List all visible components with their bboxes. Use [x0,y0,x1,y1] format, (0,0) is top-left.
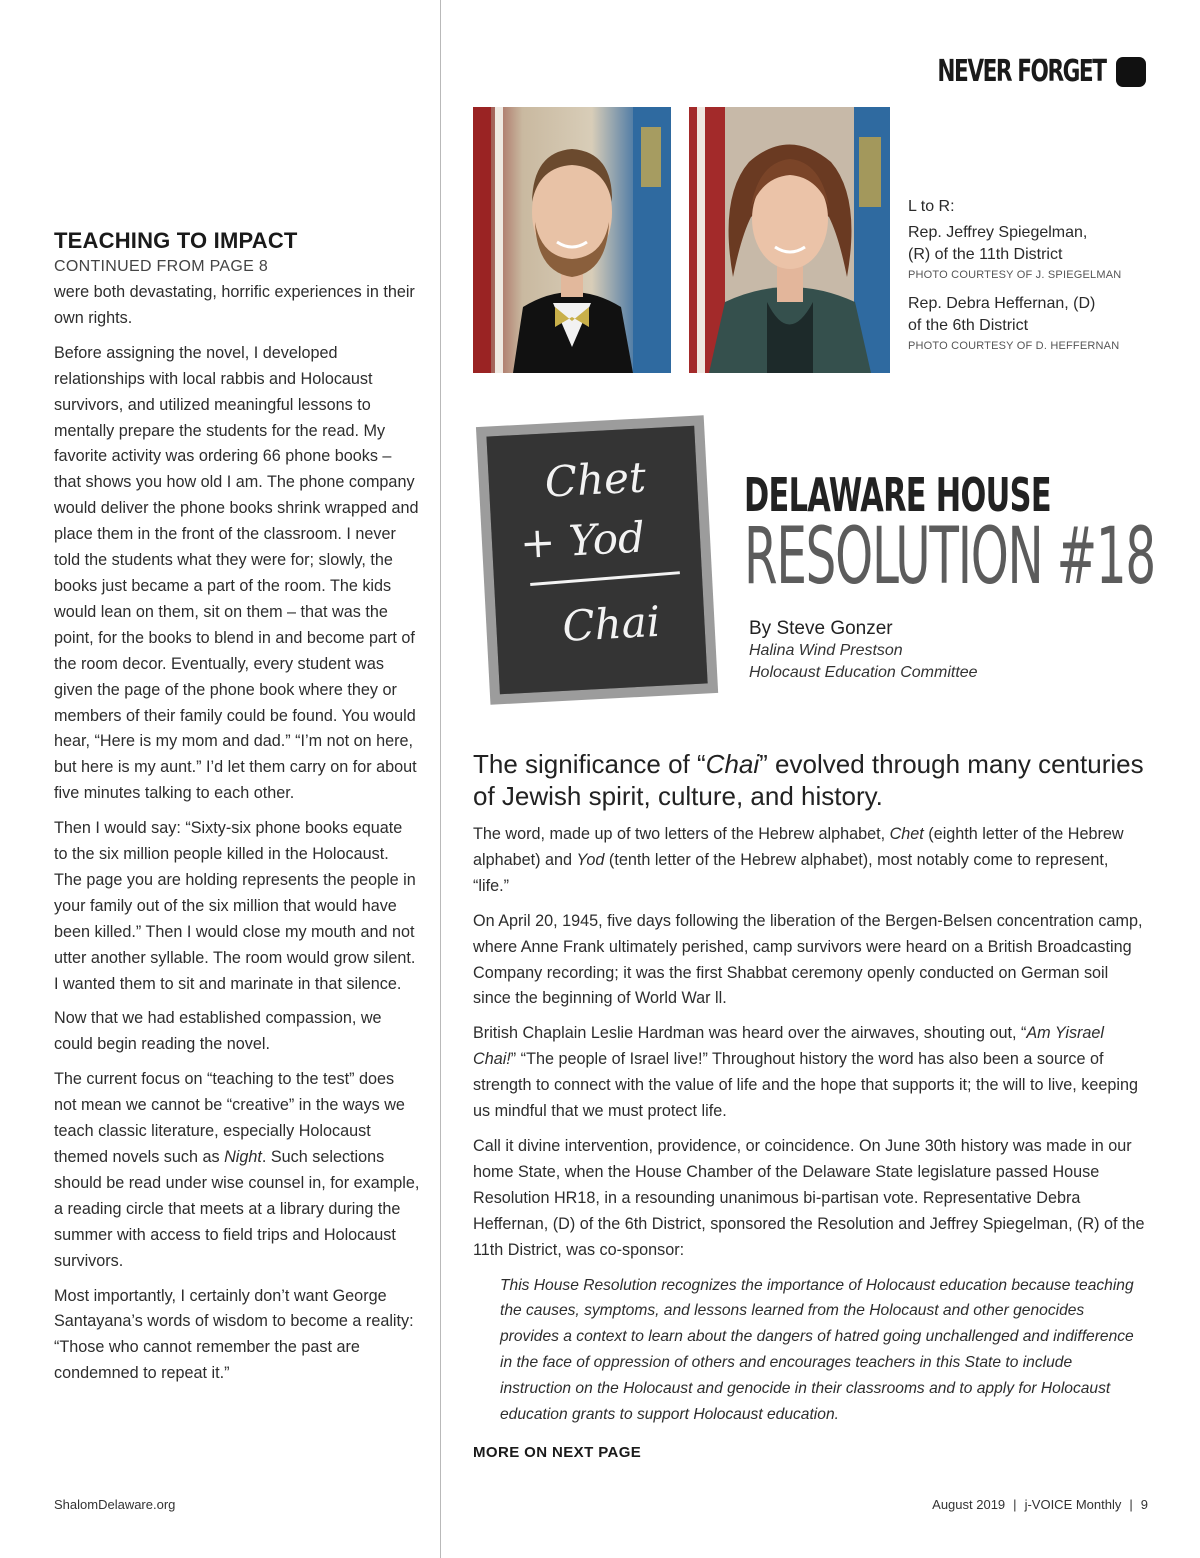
left-paragraph [54,1067,420,1274]
left-paragraph: Then I would say: “Sixty-six phone books equate to the six million people killed in the Holocaust. The page you are holding represents the people in your family out of the six million that would have been killed.” Then I would close my mouth and not utter another syllable. The room would grow silent. I wanted them to sit and marinate in that silence. [54,819,416,993]
footer-website: ShalomDelaware.org [54,1497,176,1512]
resolution-quote: This House Resolution recognizes the importance of Holocaust education because teaching the causes, symptoms, and lessons learned from the Holocaust and other genocides provides a context to learn about the dangers of hatred going unchallenged and indifference in the face of oppression of others and encourages teachers in this State to include instruction on the Holocaust and genocide in their classrooms and to apply for Holocaust education grants to support Holocaust education. [500,1276,1134,1424]
article-deck [473,748,1145,812]
portrait-man-image [473,107,671,373]
headline-line2: RESOLUTION #18 [744,512,1155,602]
section-tag-marker [1116,57,1146,87]
author-affiliation: Halina Wind Prestson [749,642,903,659]
left-article-title: TEACHING TO IMPACT [54,228,298,253]
caption-person1-district: (R) of the 11th District [908,246,1063,263]
left-paragraph-text: The current focus on “teaching to the test” does not mean we cannot be “creative” in the ways we teach classic literature, especially Holocaust themed novels such as [54,1070,405,1166]
hebrew-letter-chet: Chet [889,825,924,843]
left-column-article [54,228,420,1396]
chalk-word-chet: Chet [543,452,647,507]
left-paragraph-text: . Such selections should be read under wise counsel in, for example, a reading circle that meets at a library during the summer with access to field trips and Holocaust survivors. [54,1148,420,1270]
photo-jeffrey-spiegelman [473,107,671,373]
paragraph-text: British Chaplain Leslie Hardman was heard over the airwaves, shouting out, “ [473,1024,1027,1043]
article-paragraph [473,822,1145,900]
left-paragraph: Before assigning the novel, I developed relationships with local rabbis and Holocaust survivors, and utilized meaningful lessons to mentally prepare the students for the read. My favorite activity was ordering 66 phone books – that shows you how old I am. The phone company would deliver the phone books shrink wrapped and place them in the front of the classroom. I never told the students what they were for; slowly, the books just became a part of the room. The kids would lean on them, sit on them – that was the point, for the books to blend in and become part of the room decor. Eventually, every student was given the page of the phone book where they or members of their family could be found. You would hear, “Here is my mom and dad.” “I’m not on here, but here is my aunt.” I’d let them carry on for about five minutes talking to each other. [54,343,419,803]
author-affiliation: Holocaust Education Committee [749,664,978,681]
author-name: By Steve Gonzer [749,618,893,639]
continued-next-page: MORE ON NEXT PAGE [473,1443,642,1461]
article-paragraph [473,1021,1145,1125]
column-divider [440,0,441,1558]
hebrew-letter-yod: Yod [576,850,605,869]
byline [749,618,1049,684]
footer-publication: j-VOICE Monthly [1024,1497,1122,1512]
paragraph-text: (tenth letter of the Hebrew alphabet), most notably come to represent, “life.” [473,850,1109,895]
headline-line1: DELAWARE HOUSE [744,468,1051,522]
deck-italic: Chai [705,749,760,779]
photo-debra-heffernan [689,107,890,373]
photo-caption [908,198,1158,364]
caption-person1-name: Rep. Jeffrey Spiegelman, [908,224,1088,241]
left-paragraph: Most importantly, I certainly don’t want George Santayana’s words of wisdom to become a reality: “Those who cannot remember the past are condemned to repeat it.” [54,1286,414,1383]
article-paragraph: Call it divine intervention, providence, or coincidence. On June 30th history was made in our home State, when the House Chamber of the Delaware State legislature passed House Resolution HR18, in a resounding unanimous bi-partisan vote. Representative Debra Heffernan, (D) of the 6th District, sponsored the Resolution and Jeffrey Spiegelman, (R) of the 11th District, was co-sponsor: [473,1136,1145,1259]
section-tag-label: NEVER FORGET [937,54,1106,89]
chalkboard-graphic [469,409,725,709]
caption-person2-name: Rep. Debra Heffernan, (D) [908,295,1096,312]
paragraph-text: (eighth letter of the Hebrew alphabet) and [473,825,1124,869]
portrait-woman-image [689,107,890,373]
paragraph-text: The word, made up of two letters of the Hebrew alphabet, [473,825,890,843]
novel-title: Night [224,1148,262,1166]
footer-separator: | [1013,1497,1017,1512]
left-paragraph: were both devastating, horrific experiences in their own rights. [54,283,415,327]
left-paragraph: Now that we had established compassion, we could begin reading the novel. [54,1009,382,1054]
deck-text: ” evolved through many centuries of Jewish spirit, culture, and history. [473,749,1144,811]
hebrew-phrase: Am Yisrael Chai! [473,1024,1105,1069]
page-number: 9 [1140,1497,1148,1512]
deck-text: The significance of “ [473,749,706,779]
footer-separator: | [1129,1497,1133,1512]
photo-credit-1: PHOTO COURTESY OF J. SPIEGELMAN [908,269,1122,281]
footer-issue-info [932,1497,1148,1512]
article-paragraph: On April 20, 1945, five days following the liberation of the Bergen-Belsen concentration camp, where Anne Frank ultimately perished, camp survivors were heard on a British Broadcasting Company recording; it was the first Shabbat ceremony openly conducted on German soil since the beginning of World War ll. [473,911,1143,1008]
main-article [473,748,1145,1461]
continued-from-label: CONTINUED FROM PAGE 8 [54,258,269,275]
chalkboard-image [469,409,725,709]
footer-date: August 2019 [932,1497,1006,1512]
caption-lead: L to R: [908,198,955,215]
chalk-word-yod: + Yod [518,512,646,568]
paragraph-text: ” “The people of Israel live!” Throughout history the word has also been a source of strength to connect with the value of life and the hope that supports it; the will to live, keeping us mindful that we must protect life. [473,1050,1138,1121]
photo-credit-2: PHOTO COURTESY OF D. HEFFERNAN [908,340,1120,352]
chalk-word-chai: Chai [561,596,662,651]
caption-person2-district: of the 6th District [908,317,1029,334]
section-tag [872,54,1146,89]
